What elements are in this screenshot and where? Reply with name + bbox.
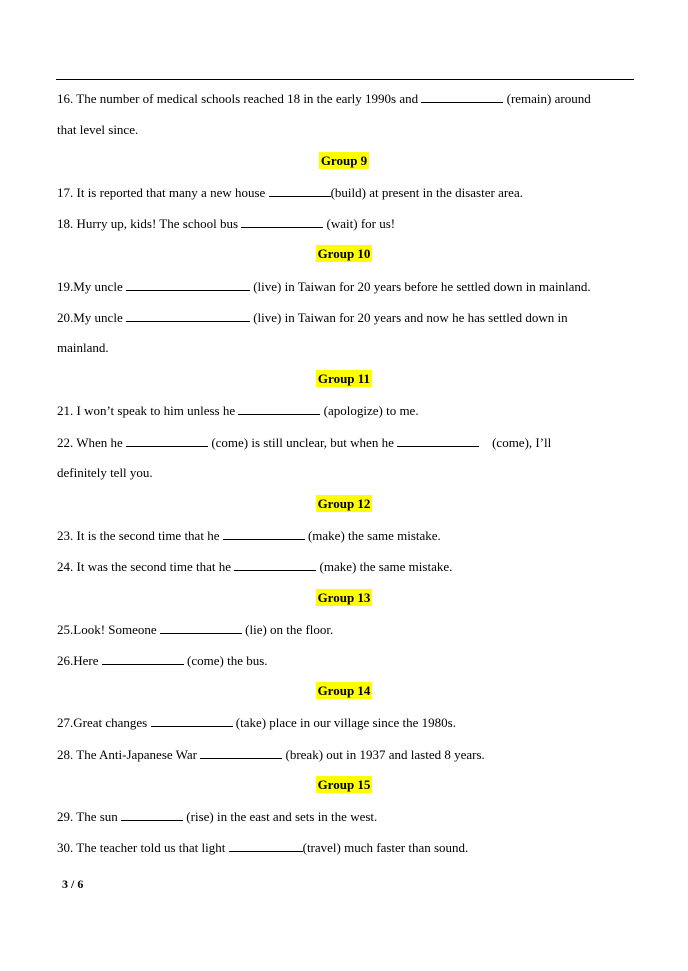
question-text: 23. It is the second time that he — [57, 528, 220, 543]
answer-blank[interactable] — [126, 309, 250, 322]
question-text: 29. The sun — [57, 809, 118, 824]
question-19 — [57, 278, 631, 295]
question-30 — [57, 839, 631, 856]
verb-hint: (come) the bus. — [187, 653, 268, 668]
answer-blank[interactable] — [160, 621, 242, 634]
group-heading: Group 9 — [320, 153, 368, 168]
answer-blank[interactable] — [102, 652, 184, 665]
answer-blank[interactable] — [126, 434, 208, 447]
question-text: 20.My uncle — [57, 310, 123, 325]
answer-blank[interactable] — [238, 402, 320, 415]
group-heading: Group 10 — [317, 246, 371, 261]
group-heading: Group 12 — [317, 496, 371, 511]
verb-hint: (come) is still unclear, but when he — [211, 435, 394, 450]
verb-hint: (remain) around — [506, 91, 591, 106]
verb-hint: (make) the same mistake. — [307, 528, 441, 543]
answer-blank[interactable] — [229, 839, 303, 852]
verb-hint: (rise) in the east and sets in the west. — [186, 809, 378, 824]
question-20-continued: mainland. — [57, 340, 109, 355]
question-22-continued: definitely tell you. — [57, 465, 153, 480]
verb-hint: (break) out in 1937 and lasted 8 years. — [285, 747, 485, 762]
question-text: 25.Look! Someone — [57, 622, 157, 637]
question-18 — [57, 215, 631, 232]
verb-hint: (wait) for us! — [326, 216, 396, 231]
question-22 — [57, 434, 631, 451]
group-heading: Group 13 — [317, 590, 371, 605]
answer-blank[interactable] — [234, 558, 316, 571]
verb-hint: (take) place in our village since the 1980s. — [235, 715, 456, 730]
question-20 — [57, 309, 631, 326]
verb-hint: (come), I’ll — [492, 435, 552, 450]
group-heading: Group 15 — [317, 777, 371, 792]
question-21 — [57, 402, 631, 419]
verb-hint: (apologize) to me. — [323, 403, 419, 418]
verb-hint: (make) the same mistake. — [319, 559, 453, 574]
question-text: 22. When he — [57, 435, 123, 450]
question-23 — [57, 527, 631, 544]
answer-blank[interactable] — [269, 184, 331, 197]
answer-blank[interactable] — [223, 527, 305, 540]
question-16-continued: that level since. — [57, 122, 139, 137]
answer-blank[interactable] — [121, 808, 183, 821]
question-text: 17. It is reported that many a new house — [57, 185, 266, 200]
answer-blank[interactable] — [126, 278, 250, 291]
verb-hint: (build) at present in the disaster area. — [330, 185, 523, 200]
answer-blank[interactable] — [241, 215, 323, 228]
question-text: 21. I won’t speak to him unless he — [57, 403, 236, 418]
question-27 — [57, 714, 631, 731]
verb-hint: (lie) on the floor. — [245, 622, 334, 637]
question-text: 24. It was the second time that he — [57, 559, 232, 574]
verb-hint: (live) in Taiwan for 20 years and now he has settled down in — [253, 310, 568, 325]
answer-blank[interactable] — [421, 90, 503, 103]
group-heading: Group 14 — [317, 683, 371, 698]
question-25 — [57, 621, 631, 638]
page-number: 3 / 6 — [62, 877, 84, 891]
header-rule — [56, 79, 634, 80]
answer-blank[interactable] — [200, 746, 282, 759]
verb-hint: (live) in Taiwan for 20 years before he settled down in mainland. — [253, 279, 591, 294]
question-text: 27.Great changes — [57, 715, 148, 730]
answer-blank[interactable] — [151, 714, 233, 727]
question-text: 18. Hurry up, kids! The school bus — [57, 216, 239, 231]
question-16 — [57, 90, 631, 107]
question-text: 28. The Anti-Japanese War — [57, 747, 197, 762]
answer-blank[interactable] — [397, 434, 479, 447]
question-17 — [57, 184, 631, 201]
question-28 — [57, 746, 631, 763]
question-text: 19.My uncle — [57, 279, 123, 294]
question-29 — [57, 808, 631, 825]
question-text: 26.Here — [57, 653, 99, 668]
question-text: 30. The teacher told us that light — [57, 840, 226, 855]
question-26 — [57, 652, 631, 669]
question-24 — [57, 558, 631, 575]
group-heading: Group 11 — [317, 371, 371, 386]
question-text: 16. The number of medical schools reached 18 in the early 1990s and — [57, 91, 419, 106]
verb-hint: (travel) much faster than sound. — [302, 840, 469, 855]
